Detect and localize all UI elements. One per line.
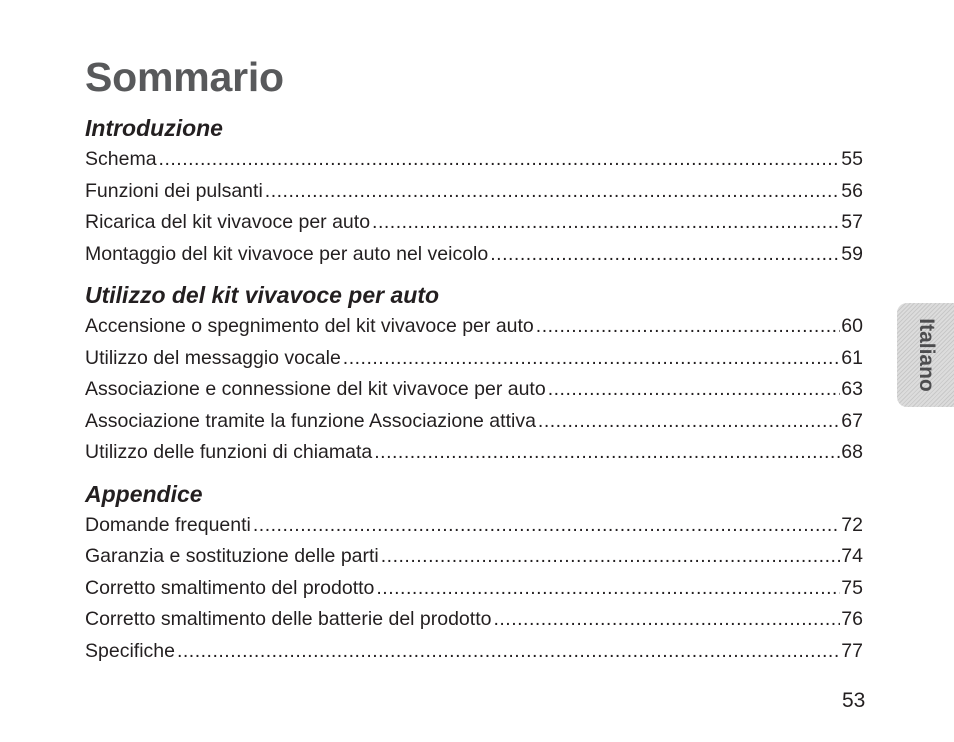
dot-leader [538, 406, 840, 438]
toc-section-utilizzo [85, 280, 863, 469]
toc-entry-title: Associazione e connessione del kit vivavoce per auto [85, 378, 546, 400]
dot-leader [376, 573, 840, 605]
toc-entry-title: Domande frequenti [85, 513, 251, 536]
dot-leader [343, 343, 841, 375]
toc-entry [85, 239, 863, 271]
dot-leader [374, 437, 840, 469]
section-heading: Utilizzo del kit vivavoce per auto [85, 282, 440, 308]
toc-entry-page: 68 [841, 441, 863, 463]
toc-entry-title: Ricarica del kit vivavoce per auto [85, 211, 371, 233]
toc-entry-page: 60 [841, 315, 863, 337]
toc-entry-page: 74 [841, 545, 863, 567]
toc-entry-page: 56 [841, 179, 863, 202]
toc-entry-title: Associazione tramite la funzione Associazione attiva [85, 409, 536, 432]
toc-entry [85, 510, 863, 542]
toc-entry-page: 76 [841, 608, 863, 630]
dot-leader [372, 207, 840, 239]
toc-entry-title: Garanzia e sostituzione delle parti [85, 545, 379, 567]
toc-entry-title: Corretto smaltimento del prodotto [85, 576, 375, 599]
language-tab-label: Italiano [914, 318, 938, 392]
dot-leader [253, 510, 840, 542]
language-tab [897, 303, 954, 407]
dot-leader [381, 541, 841, 573]
toc-entry-title: Accensione o spegnimento del kit vivavoce per auto [85, 315, 534, 337]
page-number: 53 [842, 689, 866, 712]
toc-entry [85, 437, 863, 469]
toc-section-appendice [85, 479, 863, 668]
toc-entry-page: 75 [841, 576, 863, 599]
toc-entry-title: Funzioni dei pulsanti [85, 179, 263, 202]
toc-entry-page: 59 [841, 242, 863, 265]
toc-entry [85, 343, 863, 375]
toc-entry-page: 61 [841, 346, 863, 369]
toc-entry-title: Corretto smaltimento delle batterie del prodotto [85, 608, 492, 630]
toc-entry-title: Schema [85, 148, 157, 170]
toc-entry [85, 144, 863, 176]
toc-entry-title: Utilizzo delle funzioni di chiamata [85, 441, 373, 463]
toc-entry [85, 636, 863, 668]
toc-entry-title: Montaggio del kit vivavoce per auto nel veicolo [85, 242, 489, 265]
toc-section-introduzione [85, 113, 863, 270]
toc-entry [85, 406, 863, 438]
toc-entry [85, 604, 863, 636]
toc-entry-title: Utilizzo del messaggio vocale [85, 346, 341, 369]
dot-leader [548, 374, 841, 406]
dot-leader [490, 239, 840, 271]
toc-entry [85, 374, 863, 406]
toc-entry [85, 176, 863, 208]
section-heading: Appendice [85, 480, 203, 507]
page-title: Sommario [85, 54, 284, 100]
toc-entry-page: 55 [841, 148, 863, 170]
toc-entry [85, 573, 863, 605]
dot-leader [177, 636, 840, 668]
dot-leader [159, 144, 841, 176]
toc-entry-page: 63 [841, 378, 863, 400]
section-heading: Introduzione [85, 115, 223, 141]
table-of-contents [85, 113, 863, 667]
toc-entry-page: 67 [841, 409, 863, 432]
toc-entry-title: Specifiche [85, 639, 175, 662]
dot-leader [265, 176, 841, 208]
dot-leader [536, 311, 841, 343]
toc-entry-page: 77 [841, 639, 863, 662]
toc-entry [85, 311, 863, 343]
toc-entry [85, 541, 863, 573]
toc-entry-page: 57 [841, 211, 863, 233]
dot-leader [493, 604, 840, 636]
toc-entry-page: 72 [841, 513, 863, 536]
toc-entry [85, 207, 863, 239]
